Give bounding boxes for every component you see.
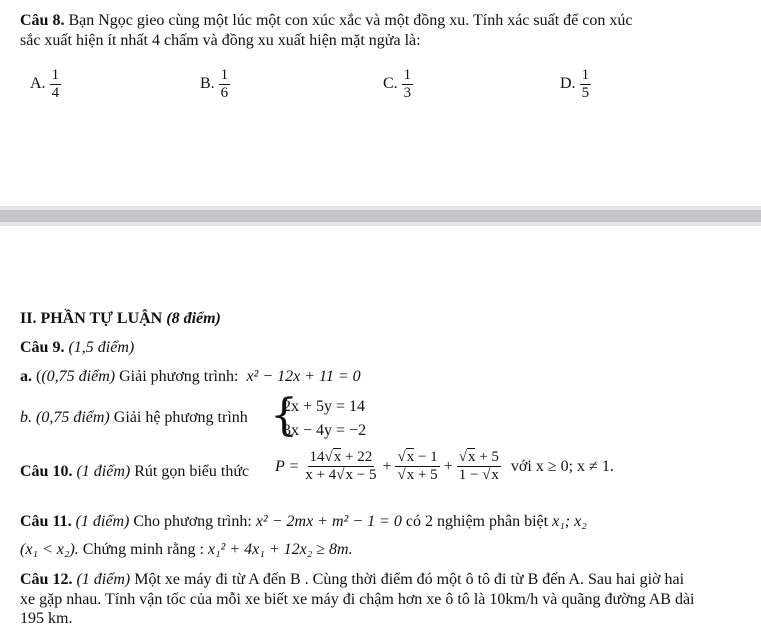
q11-inequality: x₁² + 4x₁ + 12x₂ ≥ 8m. bbox=[207, 541, 353, 558]
q12-line2: xe gặp nhau. Tính vận tốc của mỗi xe biết xe máy đi chậm hơn xe ô tô là 10km/h và quãng đường AB dài bbox=[20, 591, 695, 608]
fraction-2: $\frac{√x - 1}{√x + 5}$ bbox=[397, 449, 438, 483]
page-divider-bottom bbox=[0, 222, 761, 226]
q11-line2: (x₁ < x₂). Chứng minh rằng : x₁² + 4x₁ + 12x₂ ≥ 8m. bbox=[20, 541, 353, 558]
q9-part-a: a. ((0,75 điểm) Giải phương trình: x² − 12x + 11 = 0 bbox=[20, 368, 361, 385]
q8-text-line1: Bạn Ngọc gieo cùng một lúc một con xúc xắc và một đồng xu. Tính xác suất để con xúc bbox=[68, 12, 633, 29]
system-brace-icon: { bbox=[270, 390, 298, 441]
q10-condition: với x ≥ 0; x ≠ 1. bbox=[510, 457, 614, 475]
q10-text: Câu 10. (1 điểm) Rút gọn biểu thức bbox=[20, 463, 250, 480]
q9-part-b: b. (0,75 điểm) Giải hệ phương trình bbox=[20, 409, 248, 426]
part2-heading: II. PHẦN TỰ LUẬN (8 điểm) bbox=[20, 310, 221, 327]
q9-a-equation: x² − 12x + 11 = 0 bbox=[246, 368, 361, 385]
fraction: $\frac{1}{5}$ bbox=[581, 67, 590, 101]
q11-line1: Câu 11. (1 điểm) Cho phương trình: x² − 2mx + m² − 1 = 0 có 2 nghiệm phân biệt x₁; x₂ bbox=[20, 513, 587, 530]
q12-line1: Câu 12. (1 điểm) Một xe máy đi từ A đến B . Cùng thời điểm đó một ô tô đi từ B đến A. Sau hai giờ hai bbox=[20, 571, 685, 588]
q8-option-c[interactable]: C. $\frac{1}{3}$ bbox=[383, 67, 412, 101]
q9-header: Câu 9. (1,5 điểm) bbox=[20, 339, 135, 356]
q12-line3: 195 km. bbox=[20, 610, 73, 627]
page-divider bbox=[0, 210, 761, 222]
q9-b-eq2: 3x − 4y = −2 bbox=[283, 422, 367, 439]
q9-b-eq1: 2x + 5y = 14 bbox=[283, 398, 366, 415]
fraction: $\frac{1}{3}$ bbox=[403, 67, 412, 101]
fraction: $\frac{1}{4}$ bbox=[51, 67, 60, 101]
q8-option-a[interactable]: A. $\frac{1}{4}$ bbox=[30, 67, 60, 101]
q8-option-d[interactable]: D. $\frac{1}{5}$ bbox=[560, 67, 590, 101]
q8-option-b[interactable]: B. $\frac{1}{6}$ bbox=[200, 67, 229, 101]
q10-expression: P = $\frac{14√x + 22}{x + 4√x - 5}$ + $\frac{√x - 1}{√x + 5}$ + $\frac{√x + 5}{1 - √x}$ với x ≥ 0; x ≠ 1. bbox=[275, 449, 614, 483]
q11-equation: x² − 2mx + m² − 1 = 0 bbox=[255, 513, 402, 530]
q8-line2: sắc xuất hiện ít nhất 4 chấm và đồng xu xuất hiện mặt ngửa là: bbox=[20, 32, 421, 49]
fraction-3: $\frac{√x + 5}{1 - √x}$ bbox=[458, 449, 499, 483]
q8-line1 bbox=[20, 11, 632, 31]
fraction-1: $\frac{14√x + 22}{x + 4√x - 5}$ bbox=[305, 449, 377, 483]
q8-label: Câu 8. bbox=[20, 12, 65, 29]
fraction: $\frac{1}{6}$ bbox=[220, 67, 229, 101]
